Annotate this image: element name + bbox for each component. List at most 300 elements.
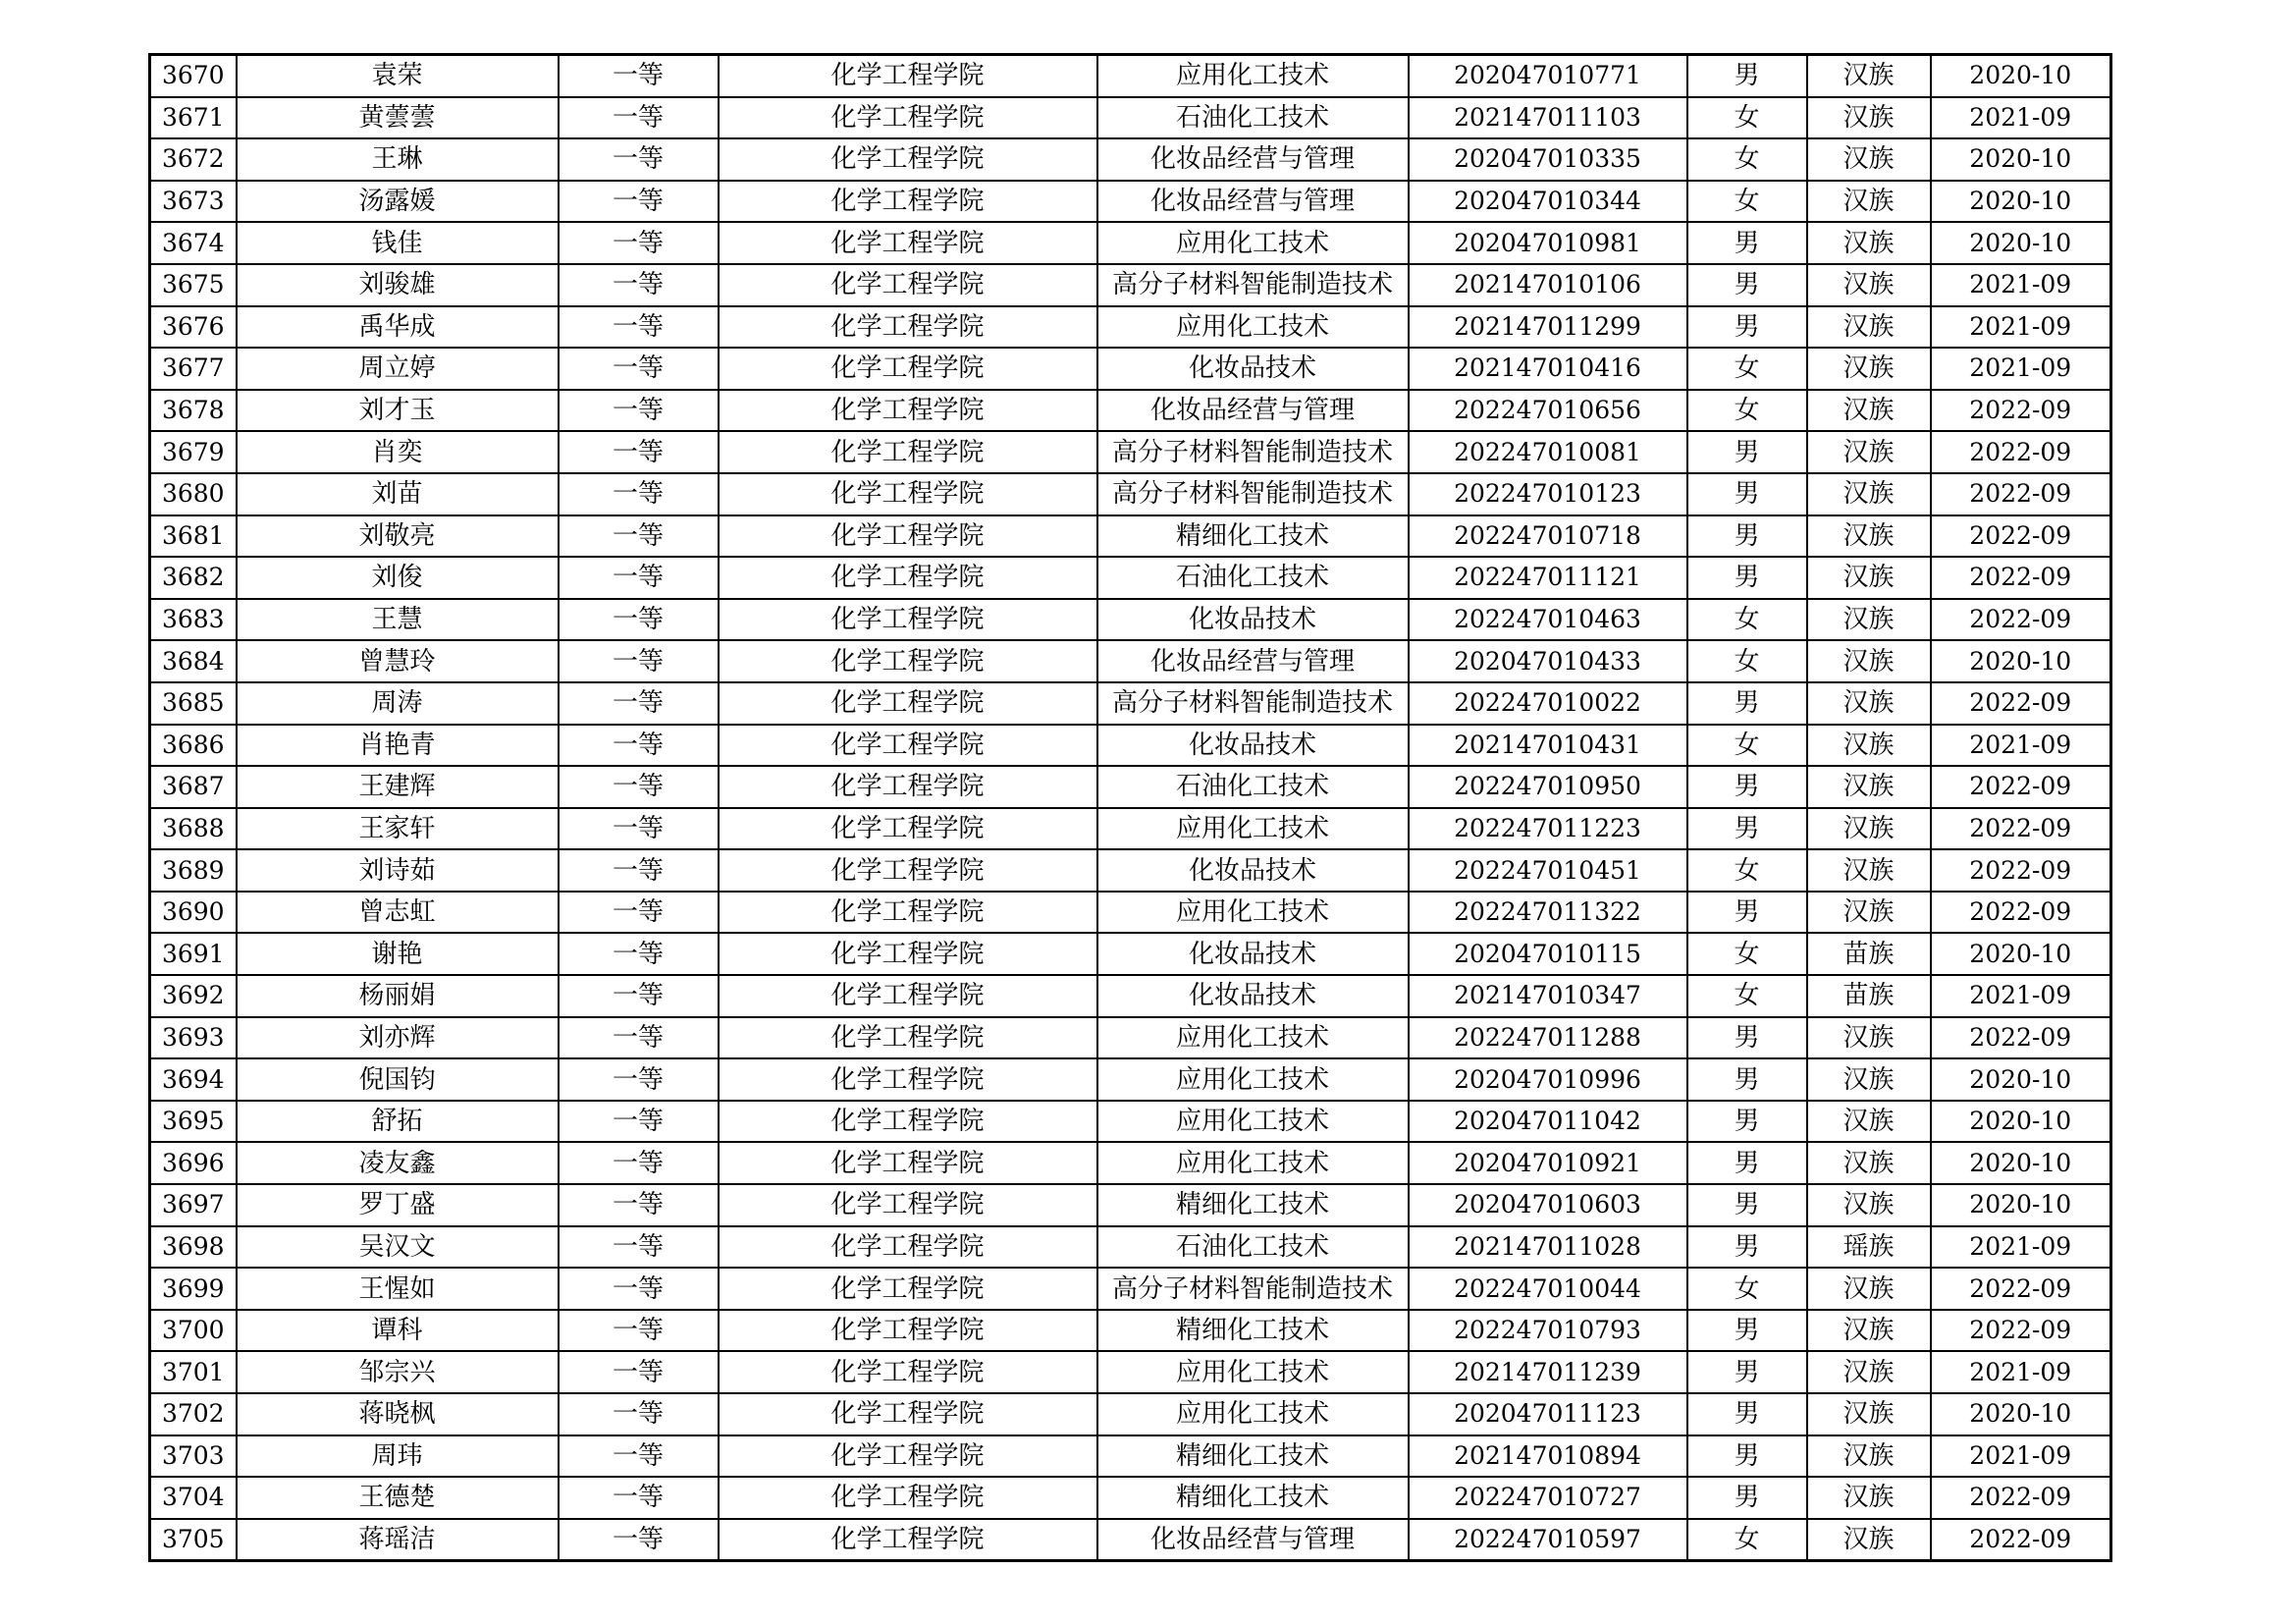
table-row — [150, 1435, 2111, 1478]
cell-seq-no: 3678 — [150, 390, 237, 432]
cell-seq-no: 3700 — [150, 1310, 237, 1352]
cell-college: 化学工程学院 — [719, 766, 1097, 808]
table-row — [150, 138, 2111, 181]
cell-student-id: 202147011028 — [1409, 1226, 1687, 1269]
cell-name: 蒋瑶洁 — [237, 1519, 559, 1561]
cell-seq-no: 3702 — [150, 1393, 237, 1435]
cell-major: 精细化工技术 — [1097, 1184, 1409, 1226]
cell-name: 谭科 — [237, 1310, 559, 1352]
cell-student-id: 202247010123 — [1409, 473, 1687, 515]
cell-award-level: 一等 — [559, 557, 719, 599]
cell-enroll-date: 2021-09 — [1931, 975, 2111, 1017]
cell-major: 应用化工技术 — [1097, 222, 1409, 264]
cell-enroll-date: 2020-10 — [1931, 222, 2111, 264]
cell-student-id: 202247010656 — [1409, 390, 1687, 432]
cell-award-level: 一等 — [559, 473, 719, 515]
cell-college: 化学工程学院 — [719, 473, 1097, 515]
cell-name: 周涛 — [237, 682, 559, 725]
cell-college: 化学工程学院 — [719, 640, 1097, 682]
cell-student-id: 202047010996 — [1409, 1058, 1687, 1101]
cell-award-level: 一等 — [559, 97, 719, 139]
cell-name: 周立婷 — [237, 348, 559, 390]
cell-ethnicity: 汉族 — [1807, 97, 1931, 139]
cell-student-id: 202047011042 — [1409, 1101, 1687, 1143]
cell-gender: 女 — [1687, 348, 1807, 390]
cell-student-id: 202247010597 — [1409, 1519, 1687, 1561]
cell-enroll-date: 2020-10 — [1931, 55, 2111, 97]
cell-gender: 男 — [1687, 1058, 1807, 1101]
cell-name: 王琳 — [237, 138, 559, 181]
cell-college: 化学工程学院 — [719, 431, 1097, 473]
table-row — [150, 97, 2111, 139]
cell-enroll-date: 2022-09 — [1931, 431, 2111, 473]
cell-ethnicity: 汉族 — [1807, 348, 1931, 390]
cell-name: 周玮 — [237, 1435, 559, 1478]
cell-gender: 女 — [1687, 640, 1807, 682]
cell-seq-no: 3674 — [150, 222, 237, 264]
cell-major: 应用化工技术 — [1097, 1058, 1409, 1101]
cell-seq-no: 3691 — [150, 933, 237, 975]
cell-award-level: 一等 — [559, 1226, 719, 1269]
table-row — [150, 1142, 2111, 1184]
cell-college: 化学工程学院 — [719, 849, 1097, 892]
cell-gender: 男 — [1687, 1101, 1807, 1143]
cell-gender: 男 — [1687, 515, 1807, 558]
cell-enroll-date: 2022-09 — [1931, 808, 2111, 850]
cell-enroll-date: 2020-10 — [1931, 1142, 2111, 1184]
cell-major: 精细化工技术 — [1097, 1435, 1409, 1478]
table-row — [150, 1477, 2111, 1519]
cell-award-level: 一等 — [559, 1101, 719, 1143]
cell-award-level: 一等 — [559, 640, 719, 682]
cell-enroll-date: 2022-09 — [1931, 1268, 2111, 1310]
cell-student-id: 202247011288 — [1409, 1017, 1687, 1059]
cell-student-id: 202147010431 — [1409, 725, 1687, 767]
cell-name: 吴汉文 — [237, 1226, 559, 1269]
cell-major: 应用化工技术 — [1097, 892, 1409, 934]
table-row — [150, 348, 2111, 390]
cell-enroll-date: 2021-09 — [1931, 97, 2111, 139]
cell-award-level: 一等 — [559, 1268, 719, 1310]
cell-major: 化妆品经营与管理 — [1097, 640, 1409, 682]
cell-college: 化学工程学院 — [719, 975, 1097, 1017]
cell-major: 应用化工技术 — [1097, 55, 1409, 97]
cell-student-id: 202147011299 — [1409, 306, 1687, 349]
cell-major: 化妆品技术 — [1097, 348, 1409, 390]
table-row — [150, 473, 2111, 515]
cell-student-id: 202247010081 — [1409, 431, 1687, 473]
cell-award-level: 一等 — [559, 892, 719, 934]
cell-seq-no: 3672 — [150, 138, 237, 181]
cell-award-level: 一等 — [559, 933, 719, 975]
cell-award-level: 一等 — [559, 1519, 719, 1561]
cell-major: 高分子材料智能制造技术 — [1097, 264, 1409, 306]
cell-college: 化学工程学院 — [719, 1142, 1097, 1184]
cell-enroll-date: 2022-09 — [1931, 682, 2111, 725]
cell-student-id: 202147011103 — [1409, 97, 1687, 139]
cell-ethnicity: 汉族 — [1807, 1017, 1931, 1059]
cell-major: 高分子材料智能制造技术 — [1097, 431, 1409, 473]
table-body — [150, 55, 2111, 1561]
cell-seq-no: 3687 — [150, 766, 237, 808]
cell-seq-no: 3680 — [150, 473, 237, 515]
cell-gender: 男 — [1687, 1435, 1807, 1478]
cell-seq-no: 3692 — [150, 975, 237, 1017]
cell-gender: 女 — [1687, 390, 1807, 432]
cell-name: 王家轩 — [237, 808, 559, 850]
cell-student-id: 202247010451 — [1409, 849, 1687, 892]
cell-college: 化学工程学院 — [719, 1519, 1097, 1561]
cell-seq-no: 3701 — [150, 1351, 237, 1393]
cell-name: 肖艳青 — [237, 725, 559, 767]
cell-student-id: 202047010981 — [1409, 222, 1687, 264]
cell-award-level: 一等 — [559, 222, 719, 264]
cell-college: 化学工程学院 — [719, 222, 1097, 264]
cell-college: 化学工程学院 — [719, 1310, 1097, 1352]
cell-major: 石油化工技术 — [1097, 766, 1409, 808]
cell-student-id: 202047010115 — [1409, 933, 1687, 975]
cell-major: 应用化工技术 — [1097, 1351, 1409, 1393]
cell-seq-no: 3673 — [150, 181, 237, 223]
cell-gender: 男 — [1687, 766, 1807, 808]
cell-name: 刘苗 — [237, 473, 559, 515]
cell-seq-no: 3670 — [150, 55, 237, 97]
cell-major: 精细化工技术 — [1097, 1310, 1409, 1352]
cell-student-id: 202047010603 — [1409, 1184, 1687, 1226]
cell-major: 高分子材料智能制造技术 — [1097, 1268, 1409, 1310]
cell-seq-no: 3688 — [150, 808, 237, 850]
cell-gender: 女 — [1687, 138, 1807, 181]
cell-ethnicity: 苗族 — [1807, 933, 1931, 975]
cell-name: 肖奕 — [237, 431, 559, 473]
cell-ethnicity: 汉族 — [1807, 1351, 1931, 1393]
table-row — [150, 1101, 2111, 1143]
table-row — [150, 515, 2111, 558]
cell-ethnicity: 汉族 — [1807, 557, 1931, 599]
cell-seq-no: 3704 — [150, 1477, 237, 1519]
cell-major: 精细化工技术 — [1097, 515, 1409, 558]
cell-seq-no: 3698 — [150, 1226, 237, 1269]
table-row — [150, 264, 2111, 306]
cell-award-level: 一等 — [559, 1435, 719, 1478]
cell-seq-no: 3699 — [150, 1268, 237, 1310]
cell-college: 化学工程学院 — [719, 348, 1097, 390]
cell-gender: 男 — [1687, 1477, 1807, 1519]
cell-student-id: 202147010106 — [1409, 264, 1687, 306]
cell-major: 高分子材料智能制造技术 — [1097, 473, 1409, 515]
cell-ethnicity: 汉族 — [1807, 222, 1931, 264]
cell-name: 邹宗兴 — [237, 1351, 559, 1393]
cell-ethnicity: 苗族 — [1807, 975, 1931, 1017]
cell-ethnicity: 汉族 — [1807, 1393, 1931, 1435]
cell-gender: 男 — [1687, 682, 1807, 725]
cell-college: 化学工程学院 — [719, 892, 1097, 934]
cell-ethnicity: 汉族 — [1807, 431, 1931, 473]
cell-student-id: 202147011239 — [1409, 1351, 1687, 1393]
cell-ethnicity: 汉族 — [1807, 808, 1931, 850]
cell-student-id: 202247011223 — [1409, 808, 1687, 850]
cell-enroll-date: 2020-10 — [1931, 138, 2111, 181]
cell-ethnicity: 汉族 — [1807, 766, 1931, 808]
cell-ethnicity: 汉族 — [1807, 725, 1931, 767]
cell-enroll-date: 2021-09 — [1931, 348, 2111, 390]
cell-major: 高分子材料智能制造技术 — [1097, 682, 1409, 725]
cell-name: 蒋晓枫 — [237, 1393, 559, 1435]
table-row — [150, 557, 2111, 599]
cell-award-level: 一等 — [559, 1477, 719, 1519]
table-row — [150, 892, 2111, 934]
cell-name: 刘诗茹 — [237, 849, 559, 892]
cell-ethnicity: 汉族 — [1807, 1101, 1931, 1143]
cell-enroll-date: 2021-09 — [1931, 1226, 2111, 1269]
cell-gender: 男 — [1687, 306, 1807, 349]
cell-seq-no: 3705 — [150, 1519, 237, 1561]
cell-award-level: 一等 — [559, 808, 719, 850]
cell-student-id: 202247010950 — [1409, 766, 1687, 808]
cell-college: 化学工程学院 — [719, 1268, 1097, 1310]
cell-ethnicity: 汉族 — [1807, 682, 1931, 725]
cell-major: 应用化工技术 — [1097, 808, 1409, 850]
cell-award-level: 一等 — [559, 766, 719, 808]
cell-enroll-date: 2020-10 — [1931, 1393, 2111, 1435]
cell-award-level: 一等 — [559, 264, 719, 306]
cell-student-id: 202047010344 — [1409, 181, 1687, 223]
cell-award-level: 一等 — [559, 138, 719, 181]
cell-student-id: 202047010921 — [1409, 1142, 1687, 1184]
cell-enroll-date: 2022-09 — [1931, 390, 2111, 432]
table-row — [150, 222, 2111, 264]
cell-ethnicity: 汉族 — [1807, 849, 1931, 892]
cell-enroll-date: 2020-10 — [1931, 1184, 2111, 1226]
cell-gender: 女 — [1687, 933, 1807, 975]
cell-student-id: 202047011123 — [1409, 1393, 1687, 1435]
table-row — [150, 1226, 2111, 1269]
cell-college: 化学工程学院 — [719, 1101, 1097, 1143]
cell-name: 刘俊 — [237, 557, 559, 599]
cell-college: 化学工程学院 — [719, 682, 1097, 725]
cell-ethnicity: 汉族 — [1807, 1058, 1931, 1101]
cell-seq-no: 3679 — [150, 431, 237, 473]
cell-gender: 男 — [1687, 431, 1807, 473]
cell-name: 刘骏雄 — [237, 264, 559, 306]
cell-enroll-date: 2022-09 — [1931, 892, 2111, 934]
cell-gender: 女 — [1687, 599, 1807, 641]
cell-college: 化学工程学院 — [719, 1058, 1097, 1101]
cell-award-level: 一等 — [559, 1058, 719, 1101]
cell-major: 应用化工技术 — [1097, 1017, 1409, 1059]
cell-college: 化学工程学院 — [719, 1477, 1097, 1519]
cell-award-level: 一等 — [559, 1310, 719, 1352]
cell-college: 化学工程学院 — [719, 599, 1097, 641]
table-row — [150, 599, 2111, 641]
table-row — [150, 640, 2111, 682]
cell-college: 化学工程学院 — [719, 808, 1097, 850]
cell-major: 应用化工技术 — [1097, 1101, 1409, 1143]
cell-award-level: 一等 — [559, 1393, 719, 1435]
cell-gender: 男 — [1687, 1184, 1807, 1226]
cell-gender: 男 — [1687, 264, 1807, 306]
table-row — [150, 1519, 2111, 1561]
cell-ethnicity: 汉族 — [1807, 599, 1931, 641]
cell-student-id: 202247011322 — [1409, 892, 1687, 934]
cell-student-id: 202247010727 — [1409, 1477, 1687, 1519]
cell-ethnicity: 汉族 — [1807, 306, 1931, 349]
cell-college: 化学工程学院 — [719, 1393, 1097, 1435]
table-row — [150, 1017, 2111, 1059]
cell-name: 袁荣 — [237, 55, 559, 97]
cell-college: 化学工程学院 — [719, 933, 1097, 975]
cell-major: 化妆品技术 — [1097, 599, 1409, 641]
cell-college: 化学工程学院 — [719, 390, 1097, 432]
cell-major: 应用化工技术 — [1097, 1393, 1409, 1435]
cell-college: 化学工程学院 — [719, 1435, 1097, 1478]
cell-award-level: 一等 — [559, 515, 719, 558]
cell-name: 刘敬亮 — [237, 515, 559, 558]
cell-student-id: 202247010463 — [1409, 599, 1687, 641]
table-row — [150, 390, 2111, 432]
cell-student-id: 202247010022 — [1409, 682, 1687, 725]
cell-major: 化妆品技术 — [1097, 849, 1409, 892]
cell-award-level: 一等 — [559, 181, 719, 223]
cell-ethnicity: 汉族 — [1807, 515, 1931, 558]
cell-ethnicity: 汉族 — [1807, 1142, 1931, 1184]
table-row — [150, 1058, 2111, 1101]
table-row — [150, 975, 2111, 1017]
cell-seq-no: 3686 — [150, 725, 237, 767]
cell-gender: 男 — [1687, 1393, 1807, 1435]
cell-major: 化妆品技术 — [1097, 725, 1409, 767]
cell-seq-no: 3690 — [150, 892, 237, 934]
cell-name: 曾慧玲 — [237, 640, 559, 682]
cell-ethnicity: 汉族 — [1807, 1268, 1931, 1310]
cell-major: 石油化工技术 — [1097, 97, 1409, 139]
cell-college: 化学工程学院 — [719, 725, 1097, 767]
cell-student-id: 202147010416 — [1409, 348, 1687, 390]
cell-ethnicity: 汉族 — [1807, 390, 1931, 432]
cell-ethnicity: 汉族 — [1807, 1435, 1931, 1478]
cell-ethnicity: 汉族 — [1807, 640, 1931, 682]
cell-major: 化妆品经营与管理 — [1097, 390, 1409, 432]
cell-seq-no: 3682 — [150, 557, 237, 599]
cell-gender: 男 — [1687, 222, 1807, 264]
cell-award-level: 一等 — [559, 1351, 719, 1393]
cell-college: 化学工程学院 — [719, 97, 1097, 139]
table-row — [150, 1351, 2111, 1393]
cell-student-id: 202047010335 — [1409, 138, 1687, 181]
cell-seq-no: 3683 — [150, 599, 237, 641]
cell-name: 禹华成 — [237, 306, 559, 349]
cell-ethnicity: 汉族 — [1807, 138, 1931, 181]
cell-award-level: 一等 — [559, 348, 719, 390]
cell-gender: 男 — [1687, 1310, 1807, 1352]
cell-gender: 男 — [1687, 1351, 1807, 1393]
cell-enroll-date: 2021-09 — [1931, 1435, 2111, 1478]
cell-enroll-date: 2020-10 — [1931, 933, 2111, 975]
cell-name: 刘才玉 — [237, 390, 559, 432]
award-table — [148, 53, 2112, 1562]
cell-college: 化学工程学院 — [719, 1184, 1097, 1226]
cell-name: 刘亦辉 — [237, 1017, 559, 1059]
cell-award-level: 一等 — [559, 431, 719, 473]
table-row — [150, 1268, 2111, 1310]
cell-award-level: 一等 — [559, 1017, 719, 1059]
cell-college: 化学工程学院 — [719, 264, 1097, 306]
cell-enroll-date: 2021-09 — [1931, 725, 2111, 767]
cell-name: 王德楚 — [237, 1477, 559, 1519]
cell-ethnicity: 汉族 — [1807, 892, 1931, 934]
cell-major: 应用化工技术 — [1097, 1142, 1409, 1184]
cell-seq-no: 3677 — [150, 348, 237, 390]
table-row — [150, 181, 2111, 223]
cell-enroll-date: 2022-09 — [1931, 473, 2111, 515]
cell-enroll-date: 2021-09 — [1931, 264, 2111, 306]
cell-name: 倪国钧 — [237, 1058, 559, 1101]
table-row — [150, 933, 2111, 975]
cell-name: 王建辉 — [237, 766, 559, 808]
cell-name: 曾志虹 — [237, 892, 559, 934]
cell-seq-no: 3693 — [150, 1017, 237, 1059]
cell-gender: 女 — [1687, 849, 1807, 892]
cell-seq-no: 3697 — [150, 1184, 237, 1226]
cell-enroll-date: 2020-10 — [1931, 181, 2111, 223]
table-row — [150, 55, 2111, 97]
cell-name: 杨丽娟 — [237, 975, 559, 1017]
cell-enroll-date: 2022-09 — [1931, 599, 2111, 641]
cell-name: 王慧 — [237, 599, 559, 641]
cell-gender: 女 — [1687, 181, 1807, 223]
cell-ethnicity: 汉族 — [1807, 473, 1931, 515]
cell-ethnicity: 汉族 — [1807, 1477, 1931, 1519]
cell-name: 凌友鑫 — [237, 1142, 559, 1184]
cell-seq-no: 3676 — [150, 306, 237, 349]
table-row — [150, 306, 2111, 349]
cell-ethnicity: 汉族 — [1807, 1184, 1931, 1226]
cell-award-level: 一等 — [559, 599, 719, 641]
cell-gender: 女 — [1687, 1519, 1807, 1561]
cell-student-id: 202247010718 — [1409, 515, 1687, 558]
cell-major: 应用化工技术 — [1097, 306, 1409, 349]
cell-major: 化妆品经营与管理 — [1097, 181, 1409, 223]
cell-college: 化学工程学院 — [719, 1226, 1097, 1269]
table-row — [150, 682, 2111, 725]
cell-award-level: 一等 — [559, 1184, 719, 1226]
cell-enroll-date: 2022-09 — [1931, 1477, 2111, 1519]
cell-college: 化学工程学院 — [719, 138, 1097, 181]
cell-ethnicity: 汉族 — [1807, 264, 1931, 306]
cell-name: 罗丁盛 — [237, 1184, 559, 1226]
cell-award-level: 一等 — [559, 682, 719, 725]
table-row — [150, 1184, 2111, 1226]
cell-award-level: 一等 — [559, 1142, 719, 1184]
cell-seq-no: 3681 — [150, 515, 237, 558]
cell-student-id: 202047010771 — [1409, 55, 1687, 97]
cell-major: 化妆品技术 — [1097, 975, 1409, 1017]
cell-major: 化妆品技术 — [1097, 933, 1409, 975]
cell-award-level: 一等 — [559, 849, 719, 892]
cell-gender: 男 — [1687, 1017, 1807, 1059]
cell-enroll-date: 2020-10 — [1931, 640, 2111, 682]
cell-name: 舒拓 — [237, 1101, 559, 1143]
cell-gender: 女 — [1687, 975, 1807, 1017]
cell-gender: 男 — [1687, 1142, 1807, 1184]
cell-ethnicity: 汉族 — [1807, 181, 1931, 223]
cell-name: 钱佳 — [237, 222, 559, 264]
cell-college: 化学工程学院 — [719, 181, 1097, 223]
cell-student-id: 202247011121 — [1409, 557, 1687, 599]
cell-award-level: 一等 — [559, 725, 719, 767]
cell-award-level: 一等 — [559, 55, 719, 97]
cell-college: 化学工程学院 — [719, 306, 1097, 349]
